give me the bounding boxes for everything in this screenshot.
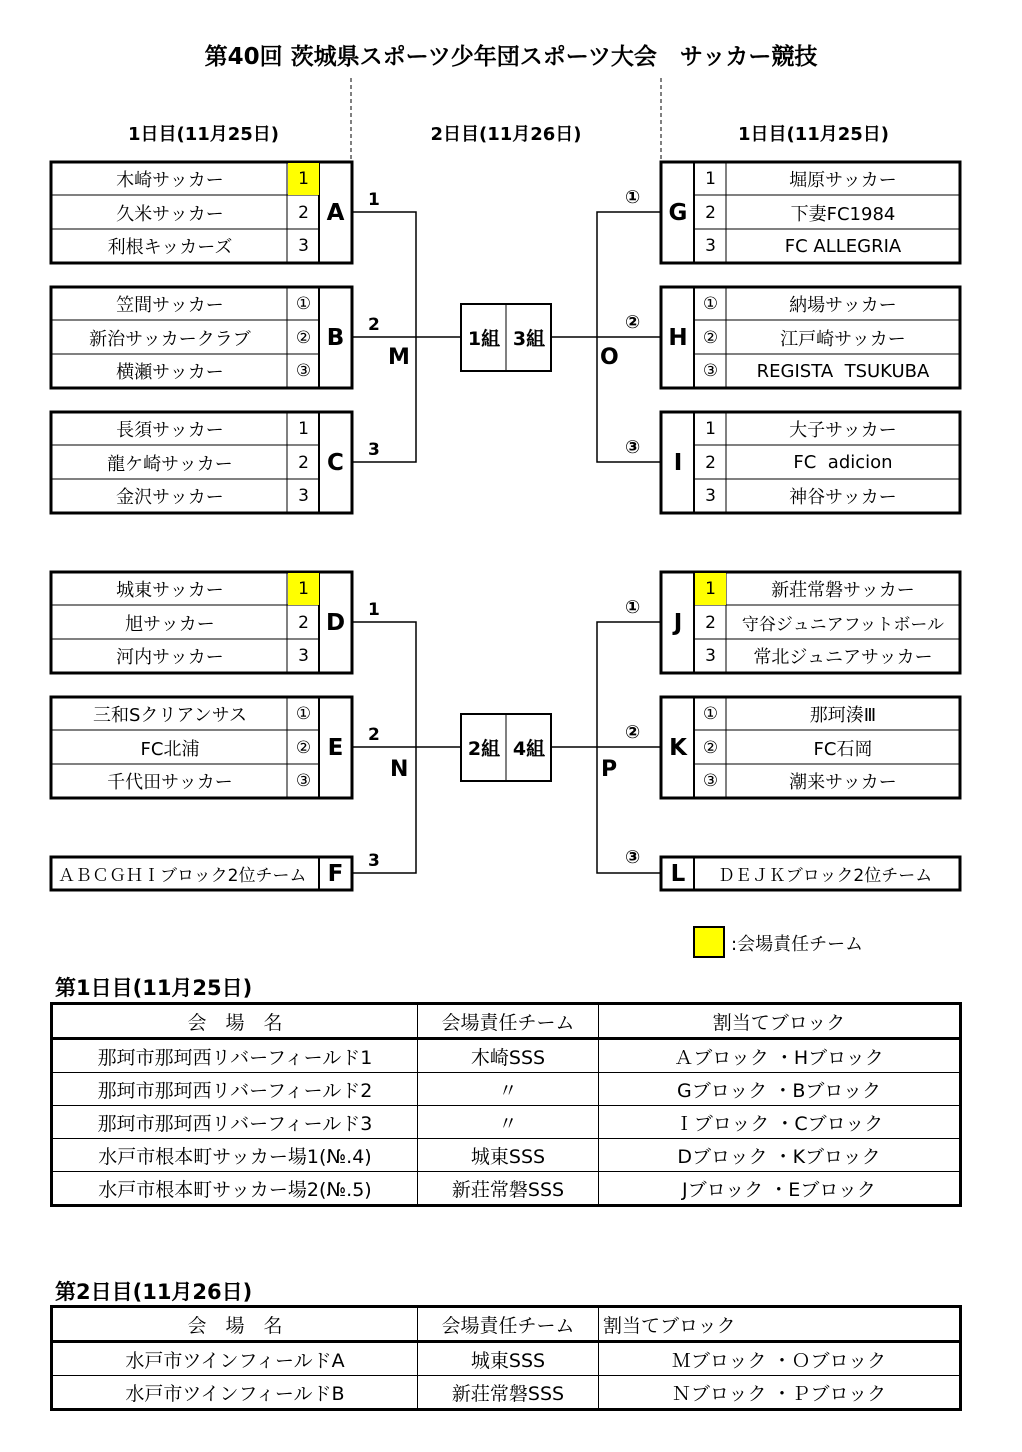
header-responsible: 会場責任チーム	[418, 1004, 599, 1039]
team-cell: 木崎サッカー	[116, 170, 224, 191]
seed-cell: ③	[295, 361, 312, 381]
day1-table	[50, 1002, 962, 1207]
block-letter: L	[670, 860, 686, 887]
table-row	[52, 1039, 961, 1073]
blocks-cell: Ａブロック ・Hブロック	[599, 1039, 961, 1073]
seed-cell: 2	[298, 452, 309, 473]
team-cell: ＤＥＪＫブロック2位チーム	[717, 866, 933, 886]
bracket-num: 2	[368, 725, 380, 745]
table-row	[52, 1106, 961, 1139]
team-cell: 新荘常磐サッカー	[771, 580, 915, 601]
seed-cell: 1	[705, 169, 716, 189]
responsible-cell: 新荘常磐SSS	[418, 1172, 599, 1206]
seed-cell: ①	[702, 704, 719, 724]
table-row	[52, 1376, 961, 1410]
team-cell: 納場サッカー	[789, 295, 897, 316]
final-group-cell: 2組	[467, 738, 501, 760]
seed-cell: ②	[702, 327, 719, 348]
team-cell: 河内サッカー	[116, 647, 224, 668]
blocks-cell: Dブロック ・Kブロック	[599, 1139, 961, 1172]
blocks-cell: Ｍブロック ・Ｏブロック	[599, 1342, 961, 1376]
team-cell: 久米サッカー	[116, 203, 224, 225]
team-cell: 三和Sクリアンサス	[93, 705, 247, 726]
block-letter: D	[325, 609, 346, 636]
team-cell: 城東サッカー	[116, 580, 224, 601]
venue-cell: 水戸市根本町サッカー場2(№.5)	[52, 1172, 418, 1206]
header-blocks: 割当てブロック	[599, 1307, 961, 1342]
responsible-cell: 木崎SSS	[418, 1039, 599, 1073]
seed-cell: 3	[705, 236, 716, 256]
block-letter: J	[673, 609, 683, 636]
table-row	[52, 1073, 961, 1106]
day-label-right: 1日目(11月25日)	[737, 124, 890, 145]
venue-cell: 水戸市ツインフィールドB	[52, 1376, 418, 1410]
seed-cell: ②	[295, 327, 312, 348]
seed-cell: 1	[298, 419, 309, 439]
team-cell: 新治サッカークラブ	[89, 328, 251, 350]
team-cell: FC adicion	[793, 452, 893, 473]
bracket-num: 3	[368, 851, 380, 871]
seed-cell: 2	[705, 452, 716, 473]
team-cell: 長須サッカー	[116, 420, 224, 441]
team-cell: FC北浦	[140, 738, 200, 760]
team-cell: 江戸崎サッカー	[780, 328, 906, 350]
bracket-label-o: O	[600, 345, 619, 370]
team-cell: 龍ケ崎サッカー	[107, 453, 233, 475]
bracket-num: 1	[368, 190, 380, 210]
bracket-num: ③	[625, 847, 641, 868]
bracket-num: ①	[625, 187, 641, 208]
final-group-cell: 1組	[467, 328, 501, 350]
seed-cell: 3	[705, 486, 716, 506]
team-cell: REGISTA TSUKUBA	[756, 360, 930, 382]
seed-cell: ①	[702, 294, 719, 314]
day1-title: 第1日目(11月25日)	[55, 976, 253, 1000]
bracket-num: ③	[625, 437, 641, 458]
bracket-num: 1	[368, 600, 380, 620]
team-cell: 千代田サッカー	[107, 772, 233, 793]
venue-cell: 那珂市那珂西リバーフィールド3	[52, 1106, 418, 1139]
block-letter: G	[668, 199, 688, 226]
header-blocks: 割当てブロック	[599, 1004, 961, 1039]
team-cell: 下妻FC1984	[790, 203, 896, 225]
blocks-cell: Jブロック ・Eブロック	[599, 1172, 961, 1206]
team-cell: ＡＢＣＧＨＩブロック2位チーム	[58, 866, 307, 886]
header-venue: 会 場 名	[52, 1307, 418, 1342]
team-cell: 利根キッカーズ	[107, 237, 233, 258]
team-cell: 潮来サッカー	[789, 772, 897, 793]
seed-cell: ①	[295, 704, 312, 724]
seed-cell: 1	[288, 163, 319, 195]
seed-cell: 3	[705, 646, 716, 666]
team-cell: 大子サッカー	[789, 420, 897, 441]
header-venue: 会 場 名	[52, 1004, 418, 1039]
day2-table	[50, 1305, 962, 1411]
team-cell: 堀原サッカー	[789, 170, 897, 191]
venue-cell: 水戸市根本町サッカー場1(№.4)	[52, 1139, 418, 1172]
legend-text: :会場責任チーム	[731, 934, 864, 955]
team-cell: 横瀬サッカー	[116, 362, 224, 383]
table-row	[52, 1139, 961, 1172]
seed-cell: 3	[298, 486, 309, 506]
bracket-label-m: M	[388, 345, 410, 370]
block-letter: I	[673, 449, 683, 476]
seed-cell: ③	[702, 361, 719, 381]
day-label-left: 1日目(11月25日)	[127, 124, 280, 145]
seed-cell: 1	[695, 573, 726, 605]
bracket-num: ①	[625, 597, 641, 618]
seed-cell: ③	[702, 771, 719, 791]
table-row	[52, 1172, 961, 1206]
bracket-num: 2	[368, 315, 380, 335]
responsible-cell: 城東SSS	[418, 1342, 599, 1376]
seed-cell: 2	[705, 612, 716, 633]
day-label-center: 2日目(11月26日)	[430, 124, 582, 145]
header-responsible: 会場責任チーム	[418, 1307, 599, 1342]
responsible-cell: 〃	[418, 1073, 599, 1106]
seed-cell: 2	[705, 202, 716, 223]
team-cell: 守谷ジュニアフットボール	[741, 615, 945, 635]
responsible-cell: 城東SSS	[418, 1139, 599, 1172]
team-cell: FC石岡	[813, 738, 873, 760]
seed-cell: ③	[295, 771, 312, 791]
block-letter: C	[327, 449, 344, 476]
seed-cell: 3	[298, 236, 309, 256]
seed-cell: ②	[295, 737, 312, 758]
responsible-cell: 〃	[418, 1106, 599, 1139]
blocks-cell: Ｎブロック ・Ｐブロック	[599, 1376, 961, 1410]
block-letter: F	[327, 860, 344, 887]
seed-cell: 1	[288, 573, 319, 605]
venue-cell: 那珂市那珂西リバーフィールド1	[52, 1039, 418, 1073]
blocks-cell: Ｉブロック ・Cブロック	[599, 1106, 961, 1139]
bracket-num: ②	[625, 312, 641, 333]
seed-cell: 2	[298, 202, 309, 223]
block-letter: K	[669, 734, 687, 761]
block-letter: H	[668, 324, 688, 351]
final-group-cell: 3組	[512, 328, 546, 350]
page-title: 第40回 茨城県スポーツ少年団スポーツ大会 サッカー競技	[204, 44, 818, 70]
team-cell: 神谷サッカー	[789, 487, 897, 508]
seed-cell: 3	[298, 646, 309, 666]
team-cell: 笠間サッカー	[116, 295, 224, 316]
responsible-cell: 新荘常磐SSS	[418, 1376, 599, 1410]
table-row	[52, 1342, 961, 1376]
seed-cell: ①	[295, 294, 312, 314]
bracket-num: 3	[368, 440, 380, 460]
day2-title: 第2日目(11月26日)	[55, 1280, 253, 1304]
venue-cell: 水戸市ツインフィールドA	[52, 1342, 418, 1376]
bracket-label-n: N	[390, 757, 409, 782]
team-cell: 旭サッカー	[125, 613, 215, 635]
bracket-label-p: P	[601, 757, 618, 782]
venue-cell: 那珂市那珂西リバーフィールド2	[52, 1073, 418, 1106]
seed-cell: ②	[702, 737, 719, 758]
seed-cell: 1	[705, 419, 716, 439]
final-group-cell: 4組	[512, 738, 546, 760]
team-cell: 金沢サッカー	[116, 487, 224, 508]
seed-cell: 2	[298, 612, 309, 633]
blocks-cell: Gブロック ・Bブロック	[599, 1073, 961, 1106]
bracket-num: ②	[625, 722, 641, 743]
block-letter: A	[326, 199, 345, 226]
block-letter: E	[327, 734, 344, 761]
team-cell: 常北ジュニアサッカー	[753, 647, 933, 668]
team-cell: 那珂湊Ⅲ	[809, 705, 877, 726]
legend-swatch	[693, 926, 725, 958]
team-cell: FC ALLEGRIA	[784, 235, 902, 257]
block-letter: B	[326, 324, 345, 351]
